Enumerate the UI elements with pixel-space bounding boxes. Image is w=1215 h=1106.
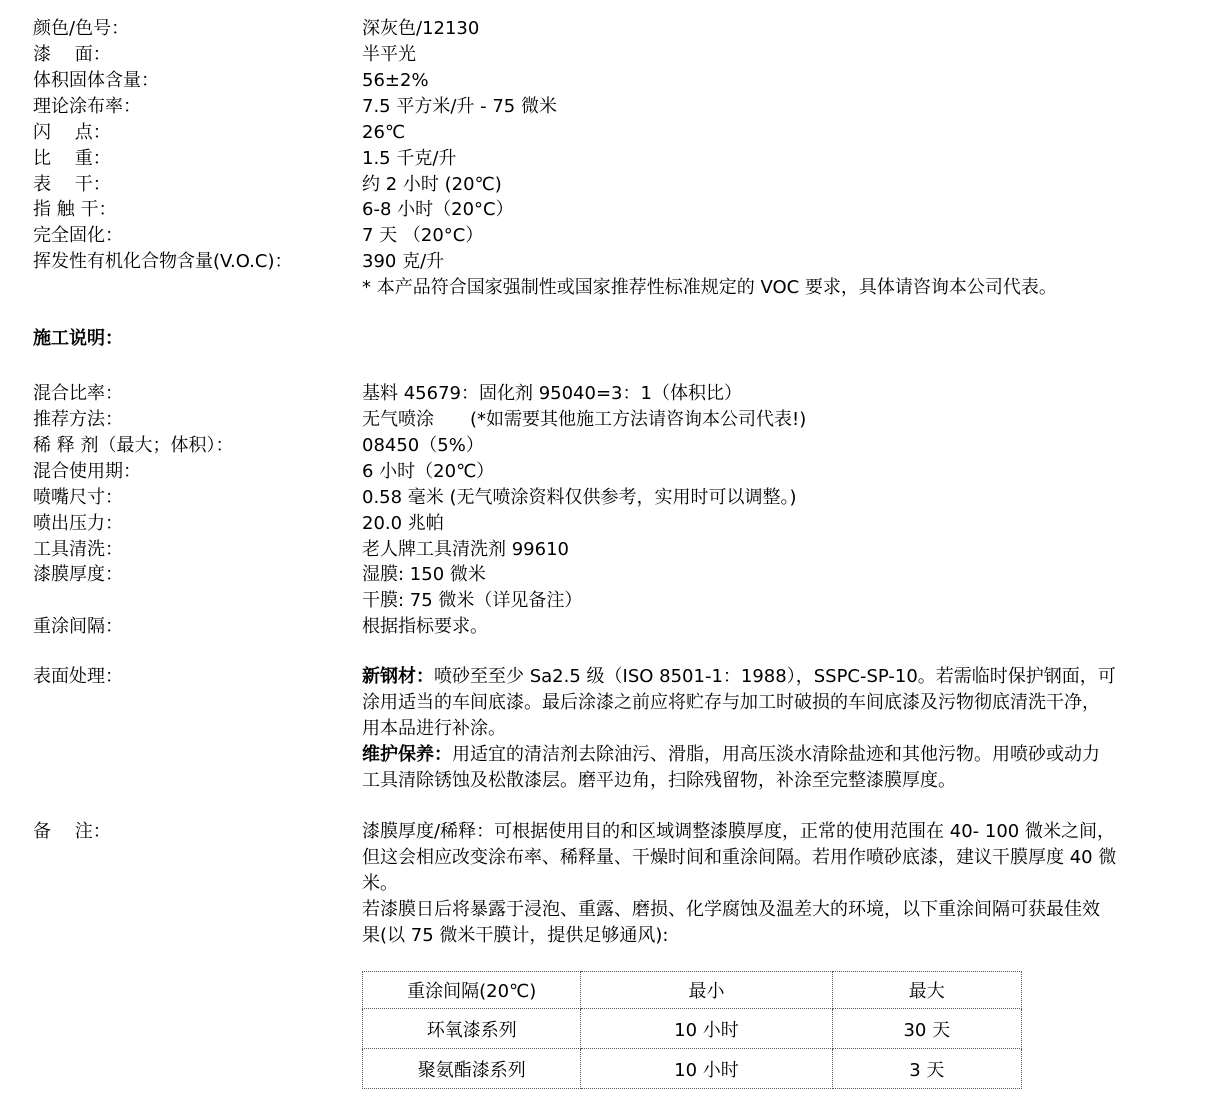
property-value: 半平光 [362, 44, 416, 65]
notes-line: 但这会相应改变涂布率、稀释量、干燥时间和重涂间隔。若用作喷砂底漆，建议干膜厚度 40 微 [362, 847, 1117, 868]
property-value: 7 天 （20°C） [362, 225, 484, 246]
application-value: 基料 45679：固化剂 95040=3：1（体积比） [362, 383, 742, 404]
property-row [0, 223, 1215, 249]
table-header-cell: 最大 [832, 972, 1021, 1009]
application-label: 混合使用期： [33, 461, 141, 482]
property-row [0, 94, 1215, 120]
recoat-row [0, 614, 1215, 640]
application-value: 08450（5%） [362, 435, 484, 456]
application-value: 6 小时（20℃） [362, 461, 495, 482]
notes-line: 漆膜厚度/稀释：可根据使用目的和区域调整漆膜厚度，正常的使用范围在 40- 100 微米之间， [362, 821, 1115, 842]
application-value: 0.58 毫米 (无气喷涂资料仅供参考，实用时可以调整。) [362, 487, 797, 508]
property-row [0, 146, 1215, 172]
property-value: 1.5 千克/升 [362, 148, 457, 169]
table-row [363, 1049, 1022, 1089]
surface-line: 工具清除锈蚀及松散漆层。磨平边角，扫除残留物，补涂至完整漆膜厚度。 [362, 770, 956, 791]
dry-film-value: 干膜: 75 微米（详见备注） [362, 590, 583, 611]
surface-line [362, 664, 1192, 690]
application-label: 混合比率： [33, 383, 123, 404]
application-value: 无气喷涂 (*如需要其他施工方法请咨询本公司代表!) [362, 409, 807, 430]
surface-paragraph [362, 664, 1192, 794]
application-row [0, 537, 1215, 563]
property-label: 指 触 干： [33, 199, 117, 220]
property-label: 完全固化： [33, 225, 123, 246]
table-cell: 环氧漆系列 [363, 1009, 581, 1049]
application-label: 稀 释 剂（最大；体积）： [33, 435, 234, 456]
property-row [0, 42, 1215, 68]
table-header-cell: 最小 [581, 972, 832, 1009]
application-label: 工具清洗： [33, 539, 123, 560]
property-row [0, 172, 1215, 198]
table-cell: 10 小时 [581, 1049, 832, 1089]
property-value: 7.5 平方米/升 - 75 微米 [362, 96, 557, 117]
property-label: 比 重： [33, 148, 111, 169]
table-header-cell: 重涂间隔(20℃) [363, 972, 581, 1009]
new-steel-text: 喷砂至至少 Sa2.5 级（ISO 8501-1：1988），SSPC-SP-10。若需临时保护钢面，可 [434, 666, 1116, 687]
property-row [0, 68, 1215, 94]
surface-line: 涂用适当的车间底漆。最后涂漆之前应将贮存与加工时破损的车间底漆及污物彻底清洗干净， [362, 692, 1100, 713]
property-row [0, 249, 1215, 275]
property-row [0, 197, 1215, 223]
table-header-row [363, 972, 1022, 1009]
property-label: 漆 面： [33, 44, 111, 65]
property-value: 约 2 小时 (20℃) [362, 174, 502, 195]
property-label: 挥发性有机化合物含量(V.O.C)： [33, 251, 293, 272]
application-row [0, 433, 1215, 459]
property-value: 56±2% [362, 70, 429, 91]
table-cell: 10 小时 [581, 1009, 832, 1049]
property-label: 体积固体含量： [33, 70, 159, 91]
recoat-interval-table [362, 971, 1022, 1089]
surface-line: 用本品进行补涂。 [362, 718, 506, 739]
property-row [0, 120, 1215, 146]
application-label: 喷出压力： [33, 513, 123, 534]
surface-line [362, 742, 1192, 768]
property-label: 理论涂布率： [33, 96, 141, 117]
application-value: 20.0 兆帕 [362, 513, 444, 534]
property-label: 表 干： [33, 174, 111, 195]
notes-line: 果(以 75 微米干膜计，提供足够通风): [362, 925, 669, 946]
property-value: 26℃ [362, 122, 406, 143]
property-label: 闪 点： [33, 122, 111, 143]
property-row [0, 16, 1215, 42]
application-row [0, 407, 1215, 433]
property-label: 颜色/色号： [33, 18, 130, 39]
property-value: 390 克/升 [362, 251, 445, 272]
notes-label: 备 注： [33, 821, 111, 842]
table-row [363, 1009, 1022, 1049]
application-row [0, 381, 1215, 407]
recoat-value: 根据指标要求。 [362, 616, 488, 637]
maintenance-title: 维护保养： [362, 744, 452, 765]
notes-line: 米。 [362, 873, 398, 894]
application-value: 湿膜: 150 微米 [362, 564, 486, 585]
maintenance-text: 用适宜的清洁剂去除油污、滑脂，用高压淡水清除盐迹和其他污物。用喷砂或动力 [452, 744, 1100, 765]
application-label: 漆膜厚度： [33, 564, 123, 585]
table-cell: 30 天 [832, 1009, 1021, 1049]
recoat-label: 重涂间隔： [33, 616, 123, 637]
application-row [0, 562, 1215, 588]
table-cell: 3 天 [832, 1049, 1021, 1089]
application-row [0, 459, 1215, 485]
surface-label: 表面处理： [33, 666, 123, 687]
application-value: 老人牌工具清洗剂 99610 [362, 539, 569, 560]
notes-line: 若漆膜日后将暴露于浸泡、重露、磨损、化学腐蚀及温差大的环境，以下重涂间隔可获最佳效 [362, 899, 1100, 920]
application-row [0, 485, 1215, 511]
section-heading: 施工说明： [33, 328, 123, 349]
property-value: 深灰色/12130 [362, 18, 480, 39]
property-value: 6-8 小时（20°C） [362, 199, 514, 220]
application-label: 喷嘴尺寸： [33, 487, 123, 508]
application-row [0, 511, 1215, 537]
voc-note: * 本产品符合国家强制性或国家推荐性标准规定的 VOC 要求，具体请咨询本公司代表。 [362, 277, 1057, 298]
dry-film-row [0, 588, 1215, 614]
new-steel-title: 新钢材： [362, 666, 434, 687]
table-cell: 聚氨酯漆系列 [363, 1049, 581, 1089]
voc-note-row [0, 275, 1215, 301]
notes-paragraph [362, 819, 1192, 949]
application-label: 推荐方法： [33, 409, 123, 430]
